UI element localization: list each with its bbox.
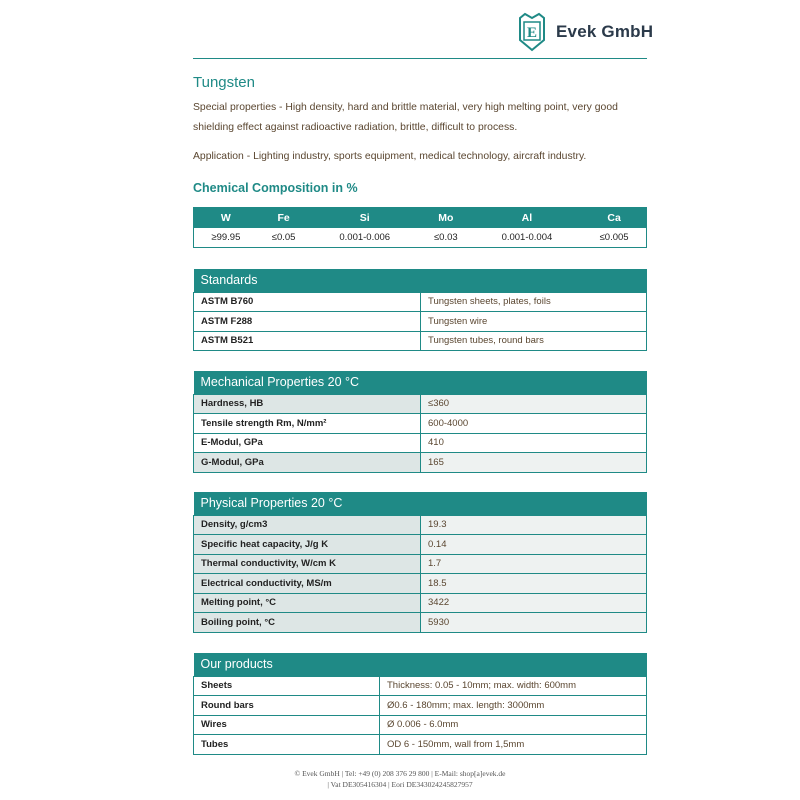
table-header-row <box>194 492 647 515</box>
row-label: E-Modul, GPa <box>194 433 421 453</box>
products-table <box>193 653 647 755</box>
row-value: 165 <box>421 453 647 473</box>
row-label: Boiling point, °C <box>194 613 421 633</box>
row-label: Thermal conductivity, W/cm K <box>194 554 421 574</box>
page-title: Tungsten <box>193 74 255 91</box>
company-name: Evek GmbH <box>556 22 654 41</box>
table-header-row <box>194 653 647 676</box>
row-value: 3422 <box>421 593 647 613</box>
row-label: Sheets <box>194 676 380 696</box>
column-header: Al <box>472 207 583 228</box>
row-value: Ø 0.006 - 6.0mm <box>380 715 647 735</box>
row-value: Tungsten tubes, round bars <box>421 331 647 351</box>
column-header: Fe <box>258 207 310 228</box>
table-row <box>194 292 647 312</box>
row-label: Melting point, °C <box>194 593 421 613</box>
table-cell: ≥99.95 <box>194 228 258 247</box>
table-row <box>194 331 647 351</box>
table-row <box>194 228 647 247</box>
company-logo <box>514 12 653 52</box>
table-cell: 0.001-0.006 <box>309 228 420 247</box>
row-value: 410 <box>421 433 647 453</box>
standards-table <box>193 269 647 351</box>
column-header: W <box>194 207 258 228</box>
row-label: Density, g/cm3 <box>194 515 421 535</box>
row-label: Electrical conductivity, MS/m <box>194 574 421 594</box>
table-row <box>194 676 647 696</box>
table-header-row <box>194 207 647 228</box>
table-row <box>194 535 647 555</box>
table-row <box>194 414 647 434</box>
row-label: Wires <box>194 715 380 735</box>
table-cell: ≤0.05 <box>258 228 310 247</box>
row-value: 18.5 <box>421 574 647 594</box>
row-label: ASTM B760 <box>194 292 421 312</box>
table-row <box>194 715 647 735</box>
logo-letter: E <box>526 25 538 41</box>
physical-properties-table <box>193 492 647 633</box>
table-row <box>194 613 647 633</box>
row-value: 0.14 <box>421 535 647 555</box>
row-label: ASTM F288 <box>194 312 421 332</box>
row-value: Ø0.6 - 180mm; max. length: 3000mm <box>380 696 647 716</box>
footer-registration: | Vat DE305416304 | Eori DE343024245827957 <box>327 780 473 789</box>
column-header: Mo <box>420 207 472 228</box>
shield-logo-icon <box>514 12 550 52</box>
row-label: ASTM B521 <box>194 331 421 351</box>
chemical-composition-heading: Chemical Composition in % <box>193 181 358 195</box>
table-cell: 0.001-0.004 <box>472 228 583 247</box>
table-row <box>194 453 647 473</box>
row-label: Tensile strength Rm, N/mm² <box>194 414 421 434</box>
row-label: Hardness, HB <box>194 394 421 414</box>
row-label: Specific heat capacity, J/g K <box>194 535 421 555</box>
special-properties-text: Special properties - High density, hard and brittle material, very high melting point, very good shielding effect against radioactive radiation, brittle, difficult to process. <box>193 102 618 133</box>
table-row <box>194 593 647 613</box>
row-value: OD 6 - 150mm, wall from 1,5mm <box>380 735 647 755</box>
row-value: Tungsten wire <box>421 312 647 332</box>
row-label: Round bars <box>194 696 380 716</box>
column-header: Si <box>309 207 420 228</box>
chemical-composition-table <box>193 207 647 248</box>
table-row <box>194 312 647 332</box>
table-row <box>194 735 647 755</box>
column-header: Ca <box>582 207 646 228</box>
table-row <box>194 394 647 414</box>
standards-heading: Standards <box>194 269 647 292</box>
physical-heading: Physical Properties 20 °C <box>194 492 647 515</box>
products-heading: Our products <box>194 653 647 676</box>
table-row <box>194 554 647 574</box>
row-value: 5930 <box>421 613 647 633</box>
mechanical-properties-table <box>193 371 647 473</box>
table-row <box>194 515 647 535</box>
application-text: Application - Lighting industry, sports equipment, medical technology, aircraft industry. <box>193 151 587 162</box>
row-value: Thickness: 0.05 - 10mm; max. width: 600mm <box>380 676 647 696</box>
table-header-row <box>194 371 647 394</box>
table-cell: ≤0.005 <box>582 228 646 247</box>
table-row <box>194 574 647 594</box>
footer-contact: © Evek GmbH | Tel: +49 (0) 208 376 29 800 | E-Mail: shop[a]evek.de <box>294 769 506 778</box>
row-value: 1.7 <box>421 554 647 574</box>
header-divider <box>193 58 647 59</box>
row-value: Tungsten sheets, plates, foils <box>421 292 647 312</box>
row-value: ≤360 <box>421 394 647 414</box>
mechanical-heading: Mechanical Properties 20 °C <box>194 371 647 394</box>
row-value: 600-4000 <box>421 414 647 434</box>
table-cell: ≤0.03 <box>420 228 472 247</box>
row-label: Tubes <box>194 735 380 755</box>
row-label: G-Modul, GPa <box>194 453 421 473</box>
table-row <box>194 696 647 716</box>
table-row <box>194 433 647 453</box>
table-header-row <box>194 269 647 292</box>
row-value: 19.3 <box>421 515 647 535</box>
